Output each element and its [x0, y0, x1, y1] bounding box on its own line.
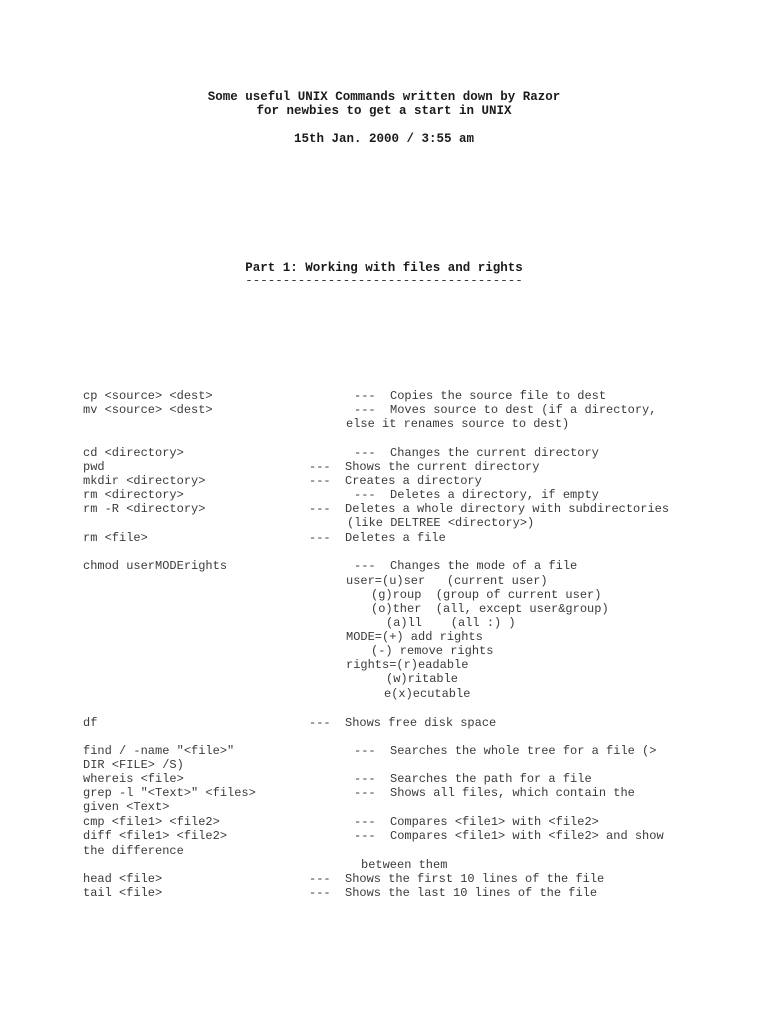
command-description: (a)ll (all :) ) [386, 616, 516, 630]
command-description: --- Changes the mode of a file [354, 559, 578, 573]
command-description: --- Changes the current directory [354, 446, 599, 460]
command-text: mkdir <directory> [83, 474, 206, 488]
command-text: DIR <FILE> /S) [83, 758, 184, 772]
document-date: 15th Jan. 2000 / 3:55 am [293, 132, 475, 146]
command-text: rm -R <directory> [83, 502, 206, 516]
command-description: MODE=(+) add rights [346, 630, 483, 644]
command-text: tail <file> [83, 886, 163, 900]
command-text: rm <file> [83, 531, 148, 545]
command-description: --- Shows all files, which contain the [354, 786, 635, 800]
command-text: mv <source> <dest> [83, 403, 213, 417]
command-text: cmp <file1> <file2> [83, 815, 220, 829]
command-text: grep -l "<Text>" <files> [83, 786, 256, 800]
command-description: (-) remove rights [371, 644, 494, 658]
title-line-2: for newbies to get a start in UNIX [256, 104, 512, 118]
command-description: --- Shows free disk space [309, 716, 497, 730]
command-text: cd <directory> [83, 446, 184, 460]
command-description: --- Shows the last 10 lines of the file [309, 886, 598, 900]
command-description: --- Copies the source file to dest [354, 389, 607, 403]
command-description: e(x)ecutable [384, 687, 471, 701]
part1-heading: Part 1: Working with files and rights [245, 261, 523, 275]
command-text: whereis <file> [83, 772, 184, 786]
command-description: (o)ther (all, except user&group) [371, 602, 609, 616]
command-description: rights=(r)eadable [346, 658, 469, 672]
command-text: cp <source> <dest> [83, 389, 213, 403]
command-description: (g)roup (group of current user) [371, 588, 602, 602]
command-text: rm <directory> [83, 488, 184, 502]
command-text: diff <file1> <file2> [83, 829, 228, 843]
command-description: (w)ritable [386, 672, 459, 686]
title-line-1: Some useful UNIX Commands written down by Razor [207, 90, 561, 104]
command-text: df [83, 716, 98, 730]
command-description: --- Deletes a whole directory with subdirectories [309, 502, 670, 516]
command-text: find / -name "<file>" [83, 744, 235, 758]
command-description: --- Shows the current directory [309, 460, 540, 474]
part1-underline: ------------------------------------- [245, 274, 523, 288]
command-description: --- Compares <file1> with <file2> [354, 815, 599, 829]
command-text: given <Text> [83, 800, 170, 814]
command-text: head <file> [83, 872, 163, 886]
command-description: --- Shows the first 10 lines of the file [309, 872, 605, 886]
command-text: pwd [83, 460, 105, 474]
command-description: --- Compares <file1> with <file2> and show [354, 829, 664, 843]
command-text: the difference [83, 844, 184, 858]
command-description: between them [361, 858, 448, 872]
command-text: chmod userMODErights [83, 559, 228, 573]
command-description: --- Searches the path for a file [354, 772, 592, 786]
command-description: --- Deletes a directory, if empty [354, 488, 599, 502]
command-description: (like DELTREE <directory>) [347, 516, 535, 530]
command-description: user=(u)ser (current user) [346, 574, 548, 588]
command-description: --- Deletes a file [309, 531, 446, 545]
command-description: --- Searches the whole tree for a file (> [354, 744, 657, 758]
command-description: --- Moves source to dest (if a directory, [354, 403, 657, 417]
command-description: --- Creates a directory [309, 474, 482, 488]
command-description: else it renames source to dest) [346, 417, 570, 431]
